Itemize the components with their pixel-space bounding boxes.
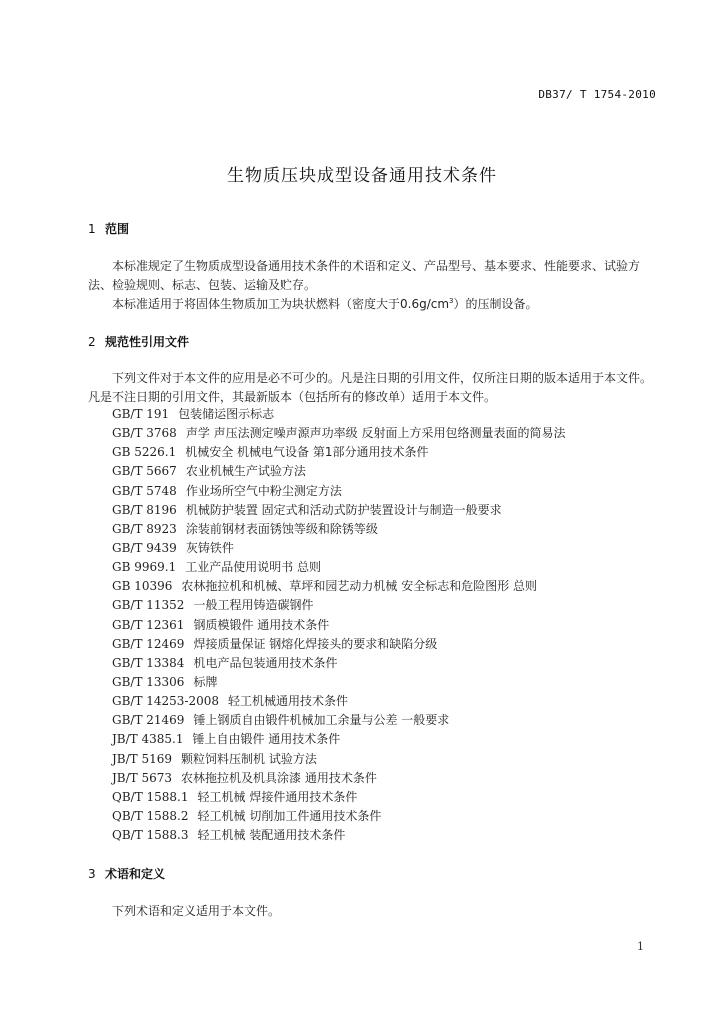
- reference-code: GB/T 11352: [112, 598, 185, 613]
- reference-title: 农林拖拉机和机械、草坪和园艺动力机械 安全标志和危险图形 总则: [181, 579, 538, 594]
- document-title: 生物质压块成型设备通用技术条件: [227, 166, 497, 186]
- reference-title: 农业机械生产试验方法: [185, 464, 306, 479]
- reference-item: [112, 826, 565, 845]
- section-1-paragraph-2-text: 本标准适用于将固体生物质加工为块状燃料（密度大于0.6g/cm: [112, 297, 450, 311]
- reference-item: [112, 635, 565, 654]
- reference-code: GB/T 191: [112, 407, 170, 421]
- reference-code: GB/T 13384: [112, 655, 185, 670]
- reference-item: [112, 501, 565, 520]
- reference-title: 农林拖拉机及机具涂漆 通用技术条件: [181, 770, 377, 785]
- reference-code: GB/T 9439: [112, 540, 177, 555]
- reference-title: 作业场所空气中粉尘测定方法: [185, 483, 342, 498]
- section-3-title: 术语和定义: [105, 867, 166, 881]
- reference-code: QB/T 1588.1: [112, 789, 189, 804]
- reference-title: 机械安全 机械电气设备 第1部分通用技术条件: [185, 445, 429, 460]
- reference-title: 焊接质量保证 钢熔化焊接头的要求和缺陷分级: [193, 636, 438, 651]
- section-3-number: 3: [88, 867, 96, 881]
- reference-item: [112, 558, 565, 577]
- reference-item: [112, 654, 565, 673]
- reference-title: 包装储运图示标志: [178, 407, 275, 421]
- reference-code: GB/T 5748: [112, 483, 177, 498]
- section-1-heading: [88, 220, 129, 237]
- reference-code: GB/T 14253-2008: [112, 694, 220, 709]
- reference-title: 声学 声压法测定噪声源声功率级 反射面上方采用包络测量表面的简易法: [185, 426, 566, 441]
- reference-code: GB/T 21469: [112, 713, 185, 728]
- reference-title: 钢质模锻件 通用技术条件: [193, 617, 330, 632]
- reference-code: JB/T 5169: [112, 751, 173, 766]
- reference-item: [112, 673, 565, 692]
- reference-list: [112, 405, 565, 845]
- section-1-title: 范围: [105, 222, 130, 236]
- page-number: 1: [637, 940, 644, 953]
- reference-item: [112, 482, 565, 501]
- reference-code: GB 5226.1: [112, 445, 177, 460]
- reference-title: 机械防护装置 固定式和活动式防护装置设计与制造一般要求: [185, 502, 502, 517]
- section-2-title: 规范性引用文件: [105, 335, 190, 349]
- reference-item: [112, 539, 565, 558]
- reference-title: 轻工机械 切削加工件通用技术条件: [197, 808, 382, 823]
- reference-item: [112, 616, 565, 635]
- reference-title: 锤上自由锻件 通用技术条件: [192, 732, 341, 747]
- reference-item: [112, 730, 565, 749]
- section-1-paragraph-2-tail: ）的压制设备。: [453, 297, 538, 311]
- reference-item: [112, 424, 565, 443]
- reference-code: GB 9969.1: [112, 560, 177, 575]
- reference-code: QB/T 1588.2: [112, 808, 189, 823]
- reference-title: 标牌: [193, 674, 218, 689]
- reference-item: [112, 405, 565, 424]
- reference-item: [112, 596, 565, 615]
- section-1-paragraph-1: 本标准规定了生物质成型设备通用技术条件的术语和定义、产品型号、基本要求、性能要求、试验方法、检验规则、标志、包装、运输及贮存。: [88, 259, 641, 292]
- reference-code: GB/T 8923: [112, 521, 177, 536]
- reference-code: GB/T 3768: [112, 426, 177, 441]
- section-3-intro: 下列术语和定义适用于本文件。: [112, 904, 281, 918]
- reference-item: [112, 711, 565, 730]
- standard-code: DB37/ T 1754-2010: [538, 88, 656, 101]
- reference-code: GB/T 12361: [112, 617, 185, 632]
- reference-title: 一般工程用铸造碳钢件: [193, 598, 314, 613]
- reference-code: JB/T 5673: [112, 770, 173, 785]
- reference-title: 灰铸铁件: [185, 540, 234, 555]
- reference-item: [112, 577, 565, 596]
- reference-item: [112, 769, 565, 788]
- section-2-intro: 下列文件对于本文件的应用是必不可少的。凡是注日期的引用文件，仅所注日期的版本适用于本文件。凡是不注日期的引用文件，其最新版本（包括所有的修改单）适用于本文件。: [88, 371, 653, 404]
- section-1-paragraph-2: [88, 295, 660, 314]
- reference-code: GB/T 8196: [112, 502, 177, 517]
- reference-code: GB/T 12469: [112, 636, 185, 651]
- reference-item: [112, 807, 565, 826]
- reference-title: 轻工机械通用技术条件: [228, 694, 349, 709]
- reference-title: 轻工机械 焊接件通用技术条件: [197, 789, 358, 804]
- reference-title: 工业产品使用说明书 总则: [185, 560, 322, 575]
- reference-item: [112, 520, 565, 539]
- reference-item: [112, 692, 565, 711]
- reference-title: 轻工机械 装配通用技术条件: [197, 828, 346, 843]
- superscript-exponent: 3: [449, 297, 454, 305]
- reference-code: JB/T 4385.1: [112, 732, 184, 747]
- reference-code: GB/T 5667: [112, 464, 177, 479]
- reference-item: [112, 462, 565, 481]
- reference-code: GB 10396: [112, 579, 173, 594]
- reference-title: 锤上钢质自由锻件机械加工余量与公差 一般要求: [193, 713, 450, 728]
- reference-code: QB/T 1588.3: [112, 828, 189, 843]
- reference-title: 机电产品包装通用技术条件: [193, 655, 338, 670]
- reference-code: GB/T 13306: [112, 674, 185, 689]
- section-1-number: 1: [88, 222, 96, 236]
- section-2-heading: [88, 333, 189, 350]
- reference-item: [112, 750, 565, 769]
- section-2-number: 2: [88, 335, 96, 349]
- reference-item: [112, 788, 565, 807]
- reference-title: 涂装前钢材表面锈蚀等级和除锈等级: [185, 521, 378, 536]
- section-3-heading: [88, 865, 165, 882]
- reference-item: [112, 443, 565, 462]
- reference-title: 颗粒饲料压制机 试验方法: [181, 751, 317, 766]
